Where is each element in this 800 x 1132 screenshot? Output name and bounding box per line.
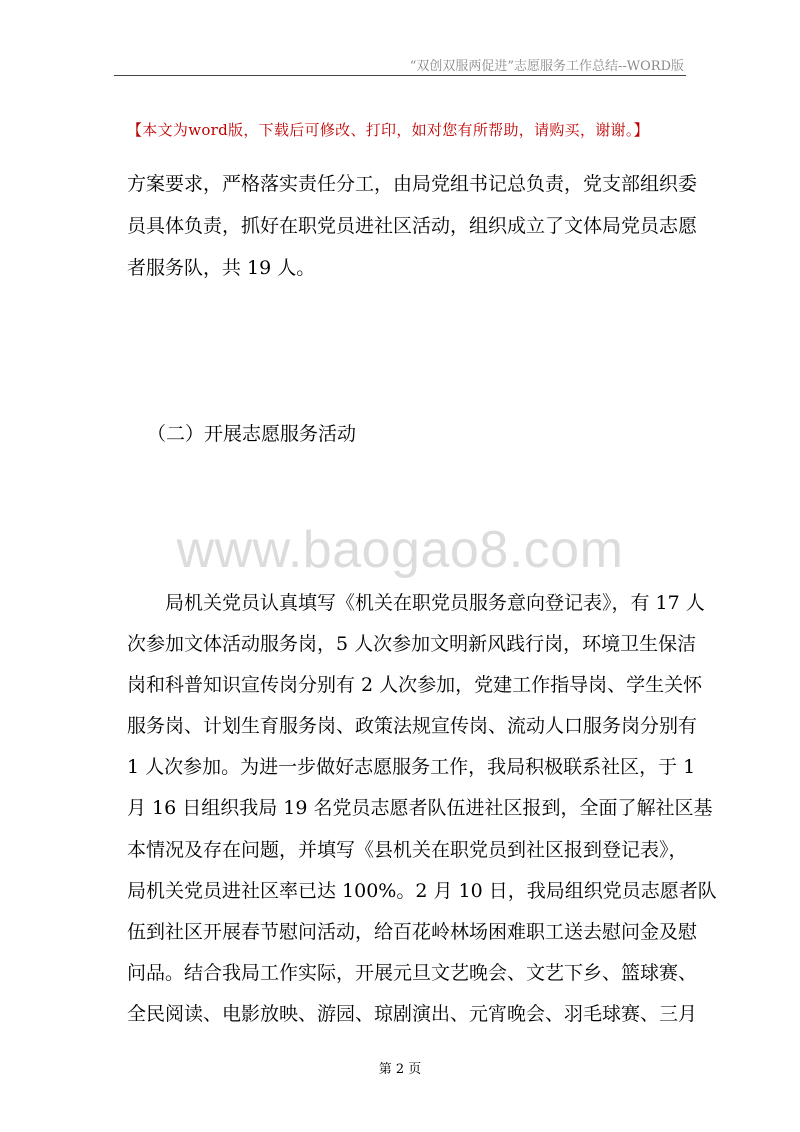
paragraph-line: 员具体负责，抓好在职党员进社区活动，组织成立了文体局党员志愿 [127, 215, 698, 237]
paragraph-line: 本情况及存在问题，并填写《县机关在职党员到社区报到登记表》， [127, 838, 688, 861]
paragraph-line: 局机关党员认真填写《机关在职党员服务意向登记表》，有 17 人 [127, 592, 705, 614]
paragraph-line: 次参加文体活动服务岗，5 人次参加文明新风践行岗，环境卫生保洁 [127, 633, 697, 656]
paragraph-line: 1 人次参加。为进一步做好志愿服务工作，我局积极联系社区，于 1 [127, 756, 696, 779]
paragraph-line: 服务岗、计划生育服务岗、政策法规宣传岗、流动人口服务岗分别有 [127, 715, 698, 738]
paragraph-line: 局机关党员进社区率已达 100%。2 月 10 日，我局组织党员志愿者队 [127, 879, 717, 902]
section-heading: （二）开展志愿服务活动 [147, 423, 357, 445]
page-number: 第 2 页 [378, 1062, 422, 1077]
paragraph-line: 全民阅读、电影放映、游园、琼剧演出、元宵晚会、羽毛球赛、三月 [127, 1002, 698, 1025]
paragraph-line: 月 16 日组织我局 19 名党员志愿者队伍进社区报到，全面了解社区基 [127, 797, 713, 820]
paragraph-line: 伍到社区开展春节慰问活动，给百花岭林场困难职工送去慰问金及慰 [127, 920, 698, 943]
header-divider [114, 75, 686, 76]
paragraph-2 [127, 583, 717, 1035]
paragraph-1 [127, 163, 698, 289]
paragraph-line: 问品。结合我局工作实际，开展元旦文艺晚会、文艺下乡、篮球赛、 [127, 961, 698, 984]
paragraph-line: 岗和科普知识宣传岗分别有 2 人次参加，党建工作指导岗、学生关怀 [127, 674, 703, 697]
document-header-title: “双创双服两促进”志愿服务工作总结--WORD版 [409, 59, 684, 74]
paragraph-line: 方案要求，严格落实责任分工，由局党组书记总负责，党支部组织委 [127, 173, 698, 195]
watermark-text: www.baogao8.com [176, 521, 624, 579]
red-notice-text: 【本文为word版，下载后可修改、打印，如对您有所帮助，请购买，谢谢。】 [127, 121, 649, 139]
paragraph-line: 者服务队，共 19 人。 [127, 257, 316, 279]
